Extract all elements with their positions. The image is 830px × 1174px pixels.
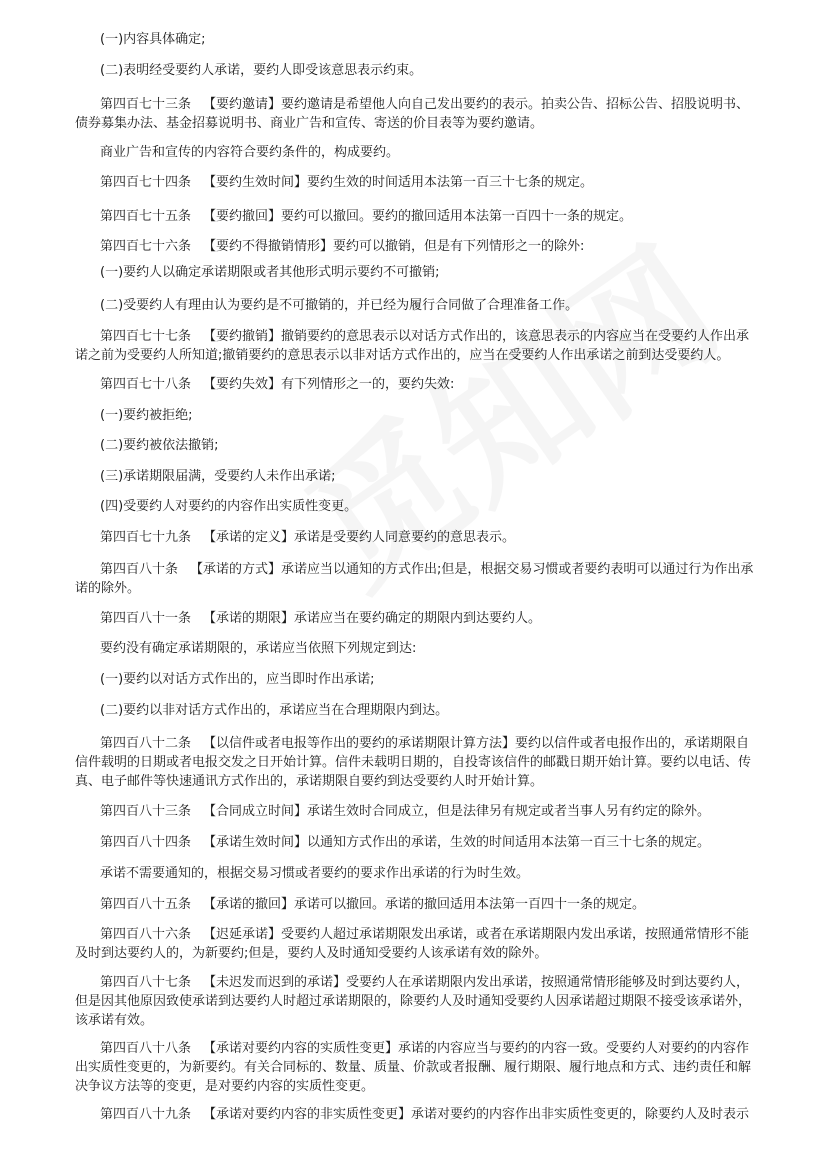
paragraph-text: (二)表明经受要约人承诺，要约人即受该意思表示约束。	[100, 63, 423, 78]
article-number: 第四百七十四条	[100, 175, 192, 190]
paragraph-text: 要约没有确定承诺期限的，承诺应当依照下列规定到达:	[100, 641, 417, 656]
paragraph-text: (二)受要约人有理由认为要约是不可撤销的，并已经为履行合同做了合理准备工作。	[100, 298, 579, 313]
article-paragraph	[75, 973, 756, 1030]
clause-paragraph	[100, 670, 756, 689]
article-title: 【未迟发而迟到的承诺】	[203, 975, 347, 990]
article-paragraph	[75, 237, 756, 256]
paragraph-text: 承诺生效时合同成立，但是法律另有规定或者当事人另有约定的除外。	[307, 804, 711, 819]
paragraph-text: 承诺不需要通知的，根据交易习惯或者要约的要求作出承诺的行为时生效。	[100, 866, 530, 881]
article-title: 【承诺的方式】	[190, 562, 282, 577]
article-paragraph	[75, 734, 756, 791]
article-paragraph	[75, 560, 756, 598]
article-number: 第四百八十二条	[100, 736, 192, 751]
paragraph-text: 承诺应当以通知的方式作出;但是，根据交易习惯或者要约表明可以通过行为作出承诺的除外。	[75, 562, 754, 596]
article-number: 第四百七十八条	[100, 377, 192, 392]
paragraph-text: 承诺对要约的内容作出非实质性变更的，除要约人及时表示	[411, 1107, 750, 1122]
article-title: 【承诺的期限】	[203, 611, 295, 626]
paragraph-text: (一)要约被拒绝;	[100, 408, 193, 423]
article-number: 第四百八十六条	[100, 927, 192, 942]
article-number: 第四百八十八条	[100, 1041, 192, 1056]
clause-paragraph	[100, 296, 756, 315]
clause-paragraph	[100, 497, 756, 516]
article-number: 第四百八十三条	[100, 804, 192, 819]
paragraph-text: 撤销要约的意思表示以对话方式作出的，该意思表示的内容应当在受要约人作出承诺之前为受要约人所知道;撤销要约的意思表示以非对话方式作出的，应当在受要约人作出承诺之前到达受要约人。	[75, 329, 750, 363]
paragraph-text: (一)要约人以确定承诺期限或者其他形式明示要约不可撤销;	[100, 265, 440, 280]
article-title: 【承诺对要约内容的非实质性变更】	[203, 1107, 412, 1122]
article-number: 第四百八十七条	[100, 975, 192, 990]
article-paragraph	[75, 609, 756, 628]
clause-paragraph	[100, 436, 756, 455]
paragraph-text: (二)要约被依法撤销;	[100, 438, 219, 453]
paragraph-text: 承诺可以撤回。承诺的撤回适用本法第一百四十一条的规定。	[294, 897, 646, 912]
article-paragraph	[75, 375, 756, 394]
clause-paragraph	[100, 639, 756, 658]
paragraph-text: 受要约人在承诺期限内发出承诺，按照通常情形能够及时到达要约人，但是因其他原因致使承诺到达要约人时超过承诺期限的，除要约人及时通知受要约人因承诺超过期限不接受该承诺外，该承诺有效。	[75, 975, 752, 1028]
article-paragraph	[75, 173, 756, 192]
paragraph-text: 承诺应当在要约确定的期限内到达要约人。	[294, 611, 542, 626]
article-number: 第四百八十条	[100, 562, 179, 577]
paragraph-text: (一)内容具体确定;	[100, 32, 206, 47]
article-number: 第四百七十五条	[100, 209, 192, 224]
article-paragraph	[75, 1105, 756, 1124]
paragraph-text: (二)要约以非对话方式作出的，承诺应当在合理期限内到达。	[100, 703, 449, 718]
paragraph-text: (三)承诺期限届满，受要约人未作出承诺;	[100, 469, 336, 484]
article-number: 第四百七十六条	[100, 239, 192, 254]
paragraph-text: 要约可以撤回。要约的撤回适用本法第一百四十一条的规定。	[281, 209, 633, 224]
article-title: 【承诺对要约内容的实质性变更】	[203, 1041, 399, 1056]
article-paragraph	[75, 207, 756, 226]
article-paragraph	[75, 833, 756, 852]
article-paragraph	[75, 1039, 756, 1096]
article-paragraph	[75, 895, 756, 914]
paragraph-text: 受要约人超过承诺期限发出承诺，或者在承诺期限内发出承诺，按照通常情形不能及时到达要约人的，为新要约;但是，要约人及时通知受要约人该承诺有效的除外。	[75, 927, 750, 961]
clause-paragraph	[100, 143, 756, 162]
article-number: 第四百七十九条	[100, 530, 192, 545]
article-number: 第四百七十七条	[100, 329, 192, 344]
clause-paragraph	[100, 263, 756, 282]
paragraph-text: (一)要约以对话方式作出的，应当即时作出承诺;	[100, 672, 375, 687]
article-paragraph	[75, 95, 756, 133]
paragraph-text: 要约生效的时间适用本法第一百三十七条的规定。	[307, 175, 594, 190]
paragraph-text: 以通知方式作出的承诺，生效的时间适用本法第一百三十七条的规定。	[307, 835, 711, 850]
article-title: 【合同成立时间】	[203, 804, 308, 819]
article-paragraph	[75, 528, 756, 547]
article-number: 第四百八十九条	[100, 1107, 192, 1122]
article-title: 【承诺的撤回】	[203, 897, 295, 912]
clause-paragraph	[100, 701, 756, 720]
clause-paragraph	[100, 467, 756, 486]
article-title: 【要约不得撤销情形】	[203, 239, 334, 254]
paragraph-text: 承诺是受要约人同意要约的意思表示。	[294, 530, 516, 545]
article-title: 【要约生效时间】	[203, 175, 308, 190]
clause-paragraph	[100, 864, 756, 883]
article-title: 【迟延承诺】	[203, 927, 282, 942]
article-number: 第四百八十四条	[100, 835, 192, 850]
article-paragraph	[75, 802, 756, 821]
clause-paragraph	[100, 406, 756, 425]
paragraph-text: 商业广告和宣传的内容符合要约条件的，构成要约。	[100, 145, 400, 160]
article-number: 第四百八十五条	[100, 897, 192, 912]
article-paragraph	[75, 327, 756, 365]
article-number: 第四百八十一条	[100, 611, 192, 626]
clause-paragraph	[100, 30, 756, 49]
article-title: 【要约失效】	[203, 377, 282, 392]
article-number: 第四百七十三条	[100, 97, 192, 112]
article-title: 【以信件或者电报等作出的要约的承诺期限计算方法】	[203, 736, 516, 751]
article-title: 【承诺生效时间】	[203, 835, 308, 850]
article-title: 【承诺的定义】	[203, 530, 295, 545]
article-title: 【要约撤回】	[203, 209, 282, 224]
paragraph-text: 要约可以撤销，但是有下列情形之一的除外:	[333, 239, 585, 254]
paragraph-text: 要约邀请是希望他人向自己发出要约的表示。拍卖公告、招标公告、招股说明书、债券募集办法、基金招募说明书、商业广告和宣传、寄送的价目表等为要约邀请。	[75, 97, 750, 131]
paragraph-text: 有下列情形之一的，要约失效:	[281, 377, 455, 392]
paragraph-text: 承诺的内容应当与要约的内容一致。受要约人对要约的内容作出实质性变更的，为新要约。有关合同标的、数量、质量、价款或者报酬、履行期限、履行地点和方式、违约责任和解决争议方法等的变更，是对要约内容的实质性变更。	[75, 1041, 752, 1094]
paragraph-text: 要约以信件或者电报作出的，承诺期限自信件载明的日期或者电报交发之日开始计算。信件未载明日期的，自投寄该信件的邮戳日期开始计算。要约以电话、传真、电子邮件等快速通讯方式作出的，承诺期限自要约到达受要约人时开始计算。	[75, 736, 752, 789]
article-title: 【要约邀请】	[203, 97, 282, 112]
article-title: 【要约撤销】	[203, 329, 282, 344]
paragraph-text: (四)受要约人对要约的内容作出实质性变更。	[100, 499, 358, 514]
article-paragraph	[75, 925, 756, 963]
clause-paragraph	[100, 61, 756, 80]
